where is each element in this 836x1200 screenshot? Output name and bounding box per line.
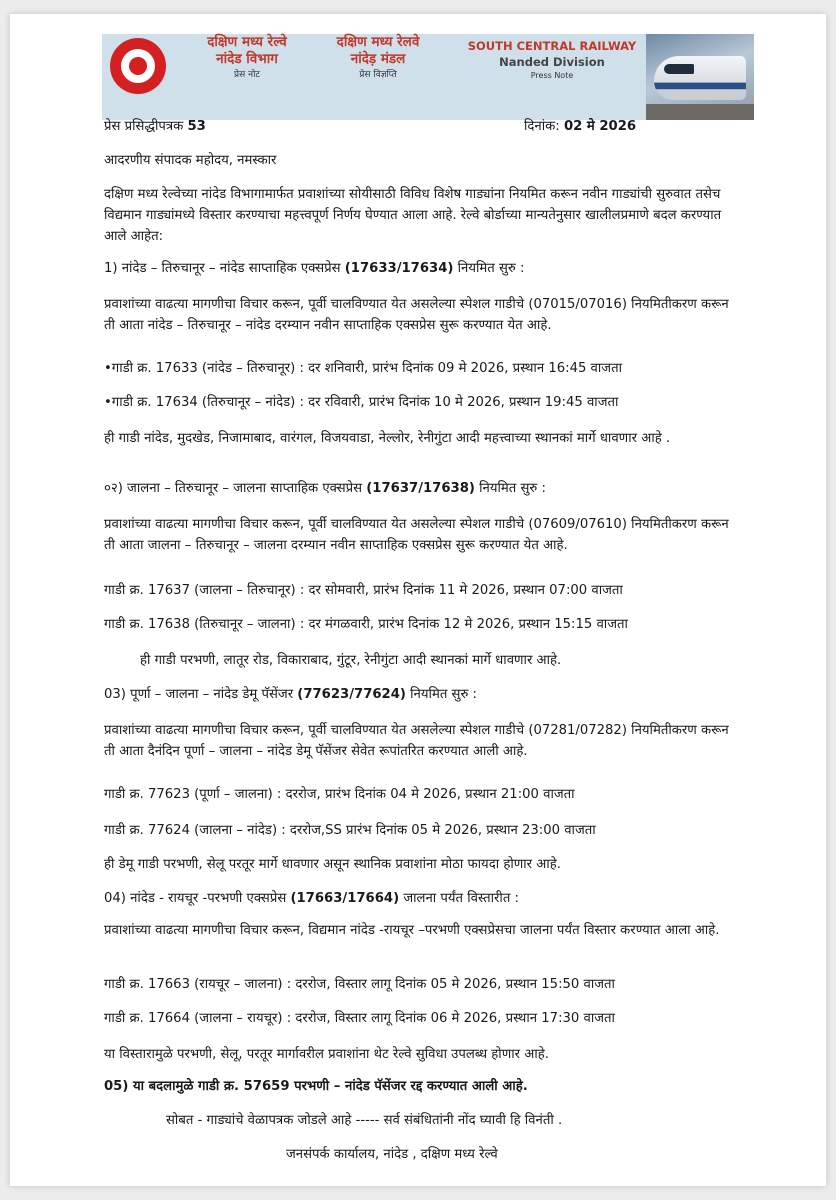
section-1-train-2: •गाडी क्र. 17634 (तिरुचानूर – नांदेड) : दर रविवारी, प्रारंभ दिनांक 10 मे 2026, प्रस्थान 19:45 वाजता: [104, 395, 619, 410]
date-line: [524, 116, 636, 137]
section-1-route: ही गाडी नांदेड, मुदखेड, निजामाबाद, वारंगल, विजयवाडा, नेल्लोर, रेनीगुंटा आदी महत्त्वाच्या स्थानकां मार्गे धावणार आहे .: [104, 431, 671, 446]
section-3-route: ही डेमू गाडी परभणी, सेलू परतूर मार्गे धावणार असून स्थानिक प्रवाशांना मोठा फायदा होणार आहे.: [104, 857, 561, 872]
indian-railways-logo: [110, 38, 166, 94]
section-2-train-2: गाडी क्र. 17638 (तिरुचानूर – जालना) : दर मंगळवारी, प्रारंभ दिनांक 12 मे 2026, प्रस्थान 15:15 वाजता: [104, 617, 628, 632]
hindi-press-note: प्रेस विज्ञप्ति: [359, 70, 397, 80]
marathi-org-name: दक्षिण मध्य रेल्वे: [207, 34, 287, 50]
section-2-train-1: गाडी क्र. 17637 (जालना – तिरुचानूर) : दर सोमवारी, प्रारंभ दिनांक 11 मे 2026, प्रस्थान 07:00 वाजता: [104, 583, 623, 598]
english-press-note: Press Note: [530, 71, 574, 80]
section-4-train-2: गाडी क्र. 17664 (जालना – रायचूर) : दररोज, विस्तार लागू दिनांक 06 मे 2026, प्रस्थान 17:30 वाजता: [104, 1011, 615, 1026]
press-number-line: [104, 116, 206, 137]
signature-office: जनसंपर्क कार्यालय, नांदेड , दक्षिण मध्य रेल्वे: [286, 1147, 498, 1162]
section-3-train-2: गाडी क्र. 77624 (जालना – नांदेड) : दररोज,SS प्रारंभ दिनांक 05 मे 2026, प्रस्थान 23:00 वाजता: [104, 823, 596, 838]
train-photo: [646, 34, 754, 120]
marathi-division: नांदेड विभाग: [216, 51, 278, 67]
section-2-body: प्रवाशांच्या वाढत्या मागणीचा विचार करून, पूर्वी चालविण्यात येत असलेल्या स्पेशल गाडीचे (07609/07610) नियमितीकरण करून ती आता जालना – तिरुचानूर – जालना दरम्यान नवीन साप्ताहिक एक्सप्रेस सुरू करण्यात येत आहे.: [104, 517, 729, 553]
hindi-division: नांदेड़ मंडल: [350, 51, 406, 67]
section-5-cancellation: 05) या बदलामुळे गाडी क्र. 57659 परभणी – नांदेड पॅसेंजर रद्द करण्यात आली आहे.: [104, 1079, 528, 1094]
section-2-route: ही गाडी परभणी, लातूर रोड, विकाराबाद, गुंटूर, रेनीगुंटा आदी स्थानकां मार्गे धावणार आहे.: [140, 653, 562, 668]
date-label: दिनांक:: [524, 119, 560, 134]
section-3-train-1: गाडी क्र. 77623 (पूर्णा – जालना) : दररोज, प्रारंभ दिनांक 04 मे 2026, प्रस्थान 21:00 वाजता: [104, 787, 575, 802]
section-4-train-1: गाडी क्र. 17663 (रायचूर – जालना) : दररोज, विस्तार लागू दिनांक 05 मे 2026, प्रस्थान 15:50 वाजता: [104, 977, 615, 992]
section-4-body: प्रवाशांच्या वाढत्या मागणीचा विचार करून, विद्यमान नांदेड -रायचूर –परभणी एक्सप्रेसचा जालना पर्यंत विस्तार करण्यात आला आहे.: [104, 923, 720, 938]
section-1-body: प्रवाशांच्या वाढत्या मागणीचा विचार करून, पूर्वी चालविण्यात येत असलेल्या स्पेशल गाडीचे (07015/07016) नियमितीकरण करून ती आता नांदेड – तिरुचानूर – नांदेड दरम्यान नवीन साप्ताहिक एक्सप्रेस सुरू करण्यात येत आहे.: [104, 297, 729, 333]
marathi-press-note: प्रेस नोट: [234, 70, 260, 80]
letterhead-english: [466, 38, 638, 82]
salutation: आदरणीय संपादक महोदय, नमस्कार: [104, 153, 277, 168]
intro-paragraph: दक्षिण मध्य रेल्वेच्या नांदेड विभागामार्फत प्रवाशांच्या सोयीसाठी विविध विशेष गाड्यांना नियमित करून नवीन गाड्यांची सुरुवात तसेच विद्यमान गाड्यांमध्ये विस्तार करण्याचा महत्त्वपूर्ण निर्णय घेण्यात आला आहे. रेल्वे बोर्डाच्या मान्यतेनुसार खालीलप्रमाणे बदल करण्यात आले आहेत:: [104, 187, 722, 244]
press-note-page: [10, 14, 826, 1186]
english-org-name: SOUTH CENTRAL RAILWAY: [467, 39, 637, 53]
letterhead-marathi: [186, 34, 308, 82]
section-1-heading: 1) नांदेड – तिरुचानूर – नांदेड साप्ताहिक एक्सप्रेस (17633/17634) नियमित सुरु :: [104, 261, 525, 276]
enclosure-note: सोबत - गाड्यांचे वेळापत्रक जोडले आहे ----- सर्व संबंधितांनी नोंद घ्यावी हि विनंती .: [166, 1113, 563, 1128]
press-number-label: प्रेस प्रसिद्धीपत्रक: [104, 119, 184, 134]
section-3-heading: 03) पूर्णा – जालना – नांदेड डेमू पॅसेंजर (77623/77624) नियमित सुरु :: [104, 687, 477, 702]
section-4-heading: 04) नांदेड - रायचूर -परभणी एक्सप्रेस (17663/17664) जालना पर्यंत विस्तारीत :: [104, 891, 519, 906]
section-1-train-1: •गाडी क्र. 17633 (नांदेड – तिरुचानूर) : दर शनिवारी, प्रारंभ दिनांक 09 मे 2026, प्रस्थान 16:45 वाजता: [104, 361, 623, 376]
section-2-heading: ०२) जालना – तिरुचानूर – जालना साप्ताहिक एक्सप्रेस (17637/17638) नियमित सुरु :: [104, 481, 546, 496]
section-4-route: या विस्तारामुळे परभणी, सेलू, परतूर मार्गावरील प्रवाशांना थेट रेल्वे सुविधा उपलब्ध होणार आहे.: [104, 1047, 549, 1062]
press-number: 53: [187, 119, 206, 134]
hindi-org-name: दक्षिण मध्य रेलवे: [336, 34, 420, 50]
section-3-body: प्रवाशांच्या वाढत्या मागणीचा विचार करून, पूर्वी चालविण्यात येत असलेल्या स्पेशल गाडीचे (07281/07282) नियमितीकरण करून ती आता दैनंदिन पूर्णा – जालना – नांदेड डेमू पॅसेंजर सेवेत रूपांतरित करण्यात आली आहे.: [104, 723, 729, 759]
english-division: Nanded Division: [499, 55, 605, 69]
letterhead-hindi: [316, 34, 440, 82]
date-value: 02 मे 2026: [563, 119, 637, 134]
